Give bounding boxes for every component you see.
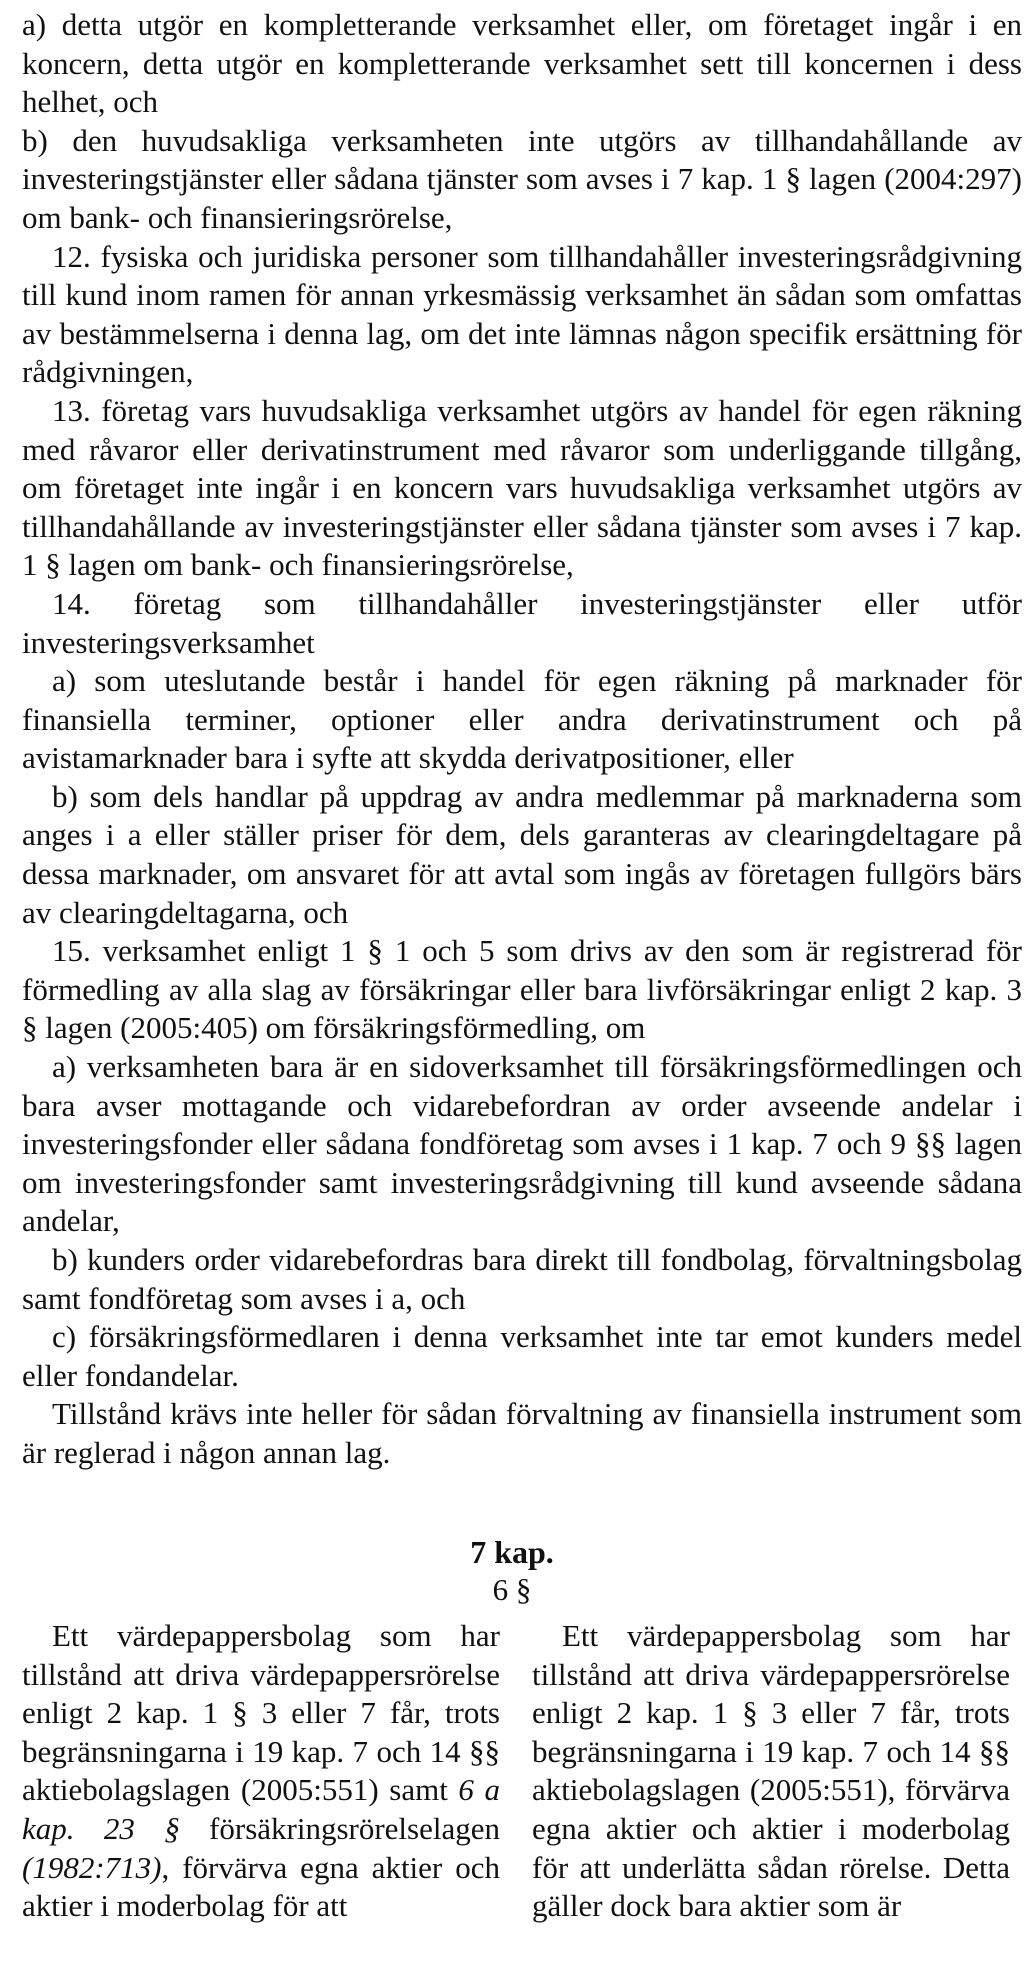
paragraph-11-a: a) detta utgör en kompletterande verksamhet eller, om företaget ingår i en koncern, detta utgör en kompletterande verksamhet sett till koncernen i dess helhet, och (22, 7, 1022, 120)
proposed-wording-column (532, 1617, 1010, 1926)
paragraph-15: 15. verksamhet enligt 1 § 1 och 5 som drivs av den som är registrerad för förmedling av alla slag av försäkringar eller bara livförsäkringar enligt 2 kap. 3 § lagen (2005:405) om försäkringsförmedling, om (22, 933, 1022, 1046)
paragraph-13: 13. företag vars huvudsakliga verksamhet utgörs av handel för egen räkning med råvaror eller derivatinstrument med råvaror som underliggande tillgång, om företaget inte ingår i en koncern vars huvudsakliga verksamhet utgörs av tillhandahållande av investeringstjänster eller sådana tjänster som avses i 7 kap. 1 § lagen om bank- och finansieringsrörelse, (22, 392, 1022, 583)
paragraph-15-a: a) verksamheten bara är en sidoverksamhet till försäkringsförmedlingen och bara avser mottagande och vidarebefordran av order avseende andelar i investeringsfonder eller sådana fondföretag som avses i 1 kap. 7 och 9 §§ lagen om investeringsfonder samt investeringsrådgivning till kund avseende sådana andelar, (22, 1049, 1022, 1239)
current-wording-ref-italic: 6 a kap. 23 § (22, 1772, 500, 1846)
statute-body (22, 6, 1022, 1473)
current-wording-part-e: , förvärva egna aktier och aktier i moderbolag för att (22, 1849, 500, 1924)
current-wording-year-italic: (1982:713) (22, 1849, 162, 1885)
current-wording-part-c: försäkringsrörelselagen (179, 1810, 500, 1846)
chapter-heading: 7 kap. (470, 1534, 554, 1570)
paragraph-15-c: c) försäkringsförmedlaren i denna verksamhet inte tar emot kunders medel eller fondandelar. (22, 1319, 1022, 1393)
paragraph-14-a: a) som uteslutande består i handel för egen räkning på marknader för finansiella terminer, optioner eller andra derivatinstrument och på avistamarknader bara i syfte att skydda derivatpositioner, eller (22, 663, 1022, 776)
current-wording-column (22, 1617, 500, 1926)
paragraph-11-b: b) den huvudsakliga verksamheten inte utgörs av tillhandahållande av investeringstjänster eller sådana tjänster som avses i 7 kap. 1 § lagen (2004:297) om bank- och finansieringsrörelse, (22, 122, 1022, 235)
current-wording-part-a: Ett värdepappersbolag som har tillstånd att driva värdepappersrörelse enligt 2 kap. 1 § 3 eller 7 får, trots begränsningarna i 19 kap. 7 och 14 §§ aktiebolagslagen (2005:551) samt (22, 1618, 500, 1808)
paragraph-14-b: b) som dels handlar på uppdrag av andra medlemmar på marknaderna som anges i a eller ställer priser för dem, dels garanteras av clearingdeltagare på dessa marknader, om ansvaret för att avtal som ingås av företagen fullgörs bärs av clearingdeltagarna, och (22, 778, 1022, 930)
paragraph-14: 14. företag som tillhandahåller investeringstjänster eller utför investeringsverksamhet (22, 585, 1022, 660)
paragraph-12: 12. fysiska och juridiska personer som tillhandahåller investeringsrådgivning till kund inom ramen för annan yrkesmässig verksamhet än sådan som omfattas av bestämmelserna i denna lag, om det inte lämnas någon specifik ersättning för rådgivningen, (22, 238, 1022, 390)
section-heading: 6 § (492, 1572, 532, 1607)
paragraph-15-b: b) kunders order vidarebefordras bara direkt till fondbolag, förvaltningsbolag samt fondföretag som avses i a, och (22, 1242, 1022, 1316)
proposed-wording-text: Ett värdepappersbolag som har tillstånd att driva värdepappersrörelse enligt 2 kap. 1 § 3 eller 7 får, trots begränsningarna i 19 kap. 7 och 14 §§ aktiebolagslagen (2005:551), förvärva egna aktier och aktier i moderbolag för att underlätta sådan rörelse. Detta gäller dock bara aktier som är (532, 1618, 1010, 1924)
closing-paragraph: Tillstånd krävs inte heller för sådan förvaltning av finansiella instrument som är reglerad i någon annan lag. (22, 1396, 1022, 1470)
current-wording-text (22, 1617, 500, 1926)
